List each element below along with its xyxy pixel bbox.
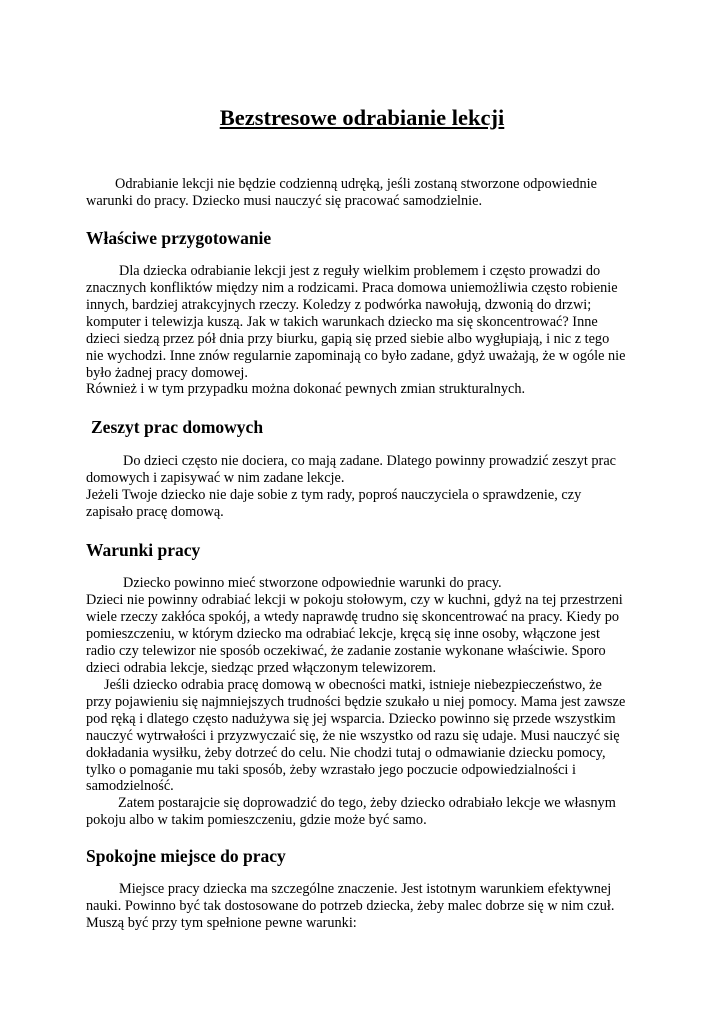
paragraph-line: pokoju albo w takim pomieszczeniu, gdzie może być samo. xyxy=(86,812,427,828)
paragraph-line: pod ręką i dlatego często nadużywa się jej wsparcia. Dziecko powinno się przede wszystkim xyxy=(86,711,616,727)
section-heading-przygotowanie: Właściwe przygotowanie xyxy=(86,228,272,248)
document-title: Bezstresowe odrabianie lekcji xyxy=(219,105,505,130)
paragraph-line: wiele rzeczy zakłóca spokój, a wtedy naprawdę trudno się skoncentrować na pracy. Kiedy po xyxy=(86,609,620,625)
paragraph-line: tylko o pomaganie mu taki sposób, żeby wzrastało jego poczucie odpowiedzialności i xyxy=(86,762,576,778)
paragraph-line: zapisało pracę domową. xyxy=(86,504,224,520)
paragraph-line: Dla dziecka odrabianie lekcji jest z reguły wielkim problemem i często prowadzi do xyxy=(119,263,601,279)
paragraph-line: było żadnej pracy domowej. xyxy=(86,365,248,381)
paragraph-line: radio czy telewizor nie sposób oczekiwać, że zadanie zostanie wykonane właściwie. Sporo xyxy=(86,643,606,659)
paragraph-line: Zatem postarajcie się doprowadzić do tego, żeby dziecko odrabiało lekcje we własnym xyxy=(118,795,616,811)
paragraph-line: nauki. Powinno być tak dostosowane do potrzeb dziecka, żeby malec dobrze się w nim czuł. xyxy=(86,898,615,914)
paragraph-line: znacznych konfliktów między nim a rodzicami. Praca domowa uniemożliwia często robienie xyxy=(86,280,618,296)
paragraph-line: Do dzieci często nie dociera, co mają zadane. Dlatego powinny prowadzić zeszyt prac xyxy=(123,453,617,469)
paragraph-line: innych, bardziej atrakcyjnych rzeczy. Koledzy z podwórka nawołują, dzwonią do drzwi; xyxy=(86,297,592,313)
paragraph-line: Jeśli dziecko odrabia pracę domową w obecności matki, istnieje niebezpieczeństwo, że xyxy=(104,677,602,693)
paragraph-line: nie wychodzi. Inne znów regularnie zapominają co było zadane, gdyż uważają, że w ogóle nie xyxy=(86,348,626,364)
paragraph-line: nauczyć wytrwałości i przyzwyczaić się, że nie wszystko od razu się udaje. Musi nauczyć się xyxy=(86,728,620,744)
intro-line: Odrabianie lekcji nie będzie codzienną udręką, jeśli zostaną stworzone odpowiednie xyxy=(115,176,597,192)
paragraph-line: Również i w tym przypadku można dokonać pewnych zmian strukturalnych. xyxy=(86,381,526,397)
paragraph-line: dokładania wysiłku, żeby dotrzeć do celu. Nie chodzi tutaj o odmawianie dziecku pomocy, xyxy=(86,745,606,761)
paragraph-line: domowych i zapisywać w nim zadane lekcje. xyxy=(86,470,345,486)
paragraph-line: dzieci odrabia lekcje, siedząc przed włączonym telewizorem. xyxy=(86,660,437,676)
paragraph-line: przy pojawieniu się najmniejszych trudności będzie szukało u niej pomocy. Mama jest zawsze xyxy=(86,694,626,710)
section-heading-spokojne-miejsce: Spokojne miejsce do pracy xyxy=(86,846,286,866)
paragraph-line: dzieci siedzą przez pół dnia przy biurku, gapią się przed siebie albo wygłupiają, i nic z tego xyxy=(86,331,610,347)
section-heading-zeszyt: Zeszyt prac domowych xyxy=(91,417,264,437)
paragraph-line: Dziecko powinno mieć stworzone odpowiednie warunki do pracy. xyxy=(123,575,502,591)
section-heading-warunki: Warunki pracy xyxy=(86,540,201,560)
paragraph-line: Muszą być przy tym spełnione pewne warunki: xyxy=(86,915,357,931)
paragraph-line: Miejsce pracy dziecka ma szczególne znaczenie. Jest istotnym warunkiem efektywnej xyxy=(119,881,612,897)
paragraph-line: pomieszczeniu, w którym dziecko ma odrabiać lekcje, kręcą się inne osoby, włączone jest xyxy=(86,626,600,642)
paragraph-line: komputer i telewizja kuszą. Jak w takich warunkach dziecko ma się skoncentrować? Inne xyxy=(86,314,598,330)
intro-line: warunki do pracy. Dziecko musi nauczyć się pracować samodzielnie. xyxy=(86,193,483,209)
paragraph-line: samodzielność. xyxy=(86,778,174,794)
paragraph-line: Dzieci nie powinny odrabiać lekcji w pokoju stołowym, czy w kuchni, gdyż na tej przestrzeni xyxy=(86,592,623,608)
paragraph-line: Jeżeli Twoje dziecko nie daje sobie z tym rady, poproś nauczyciela o sprawdzenie, czy xyxy=(86,487,582,503)
